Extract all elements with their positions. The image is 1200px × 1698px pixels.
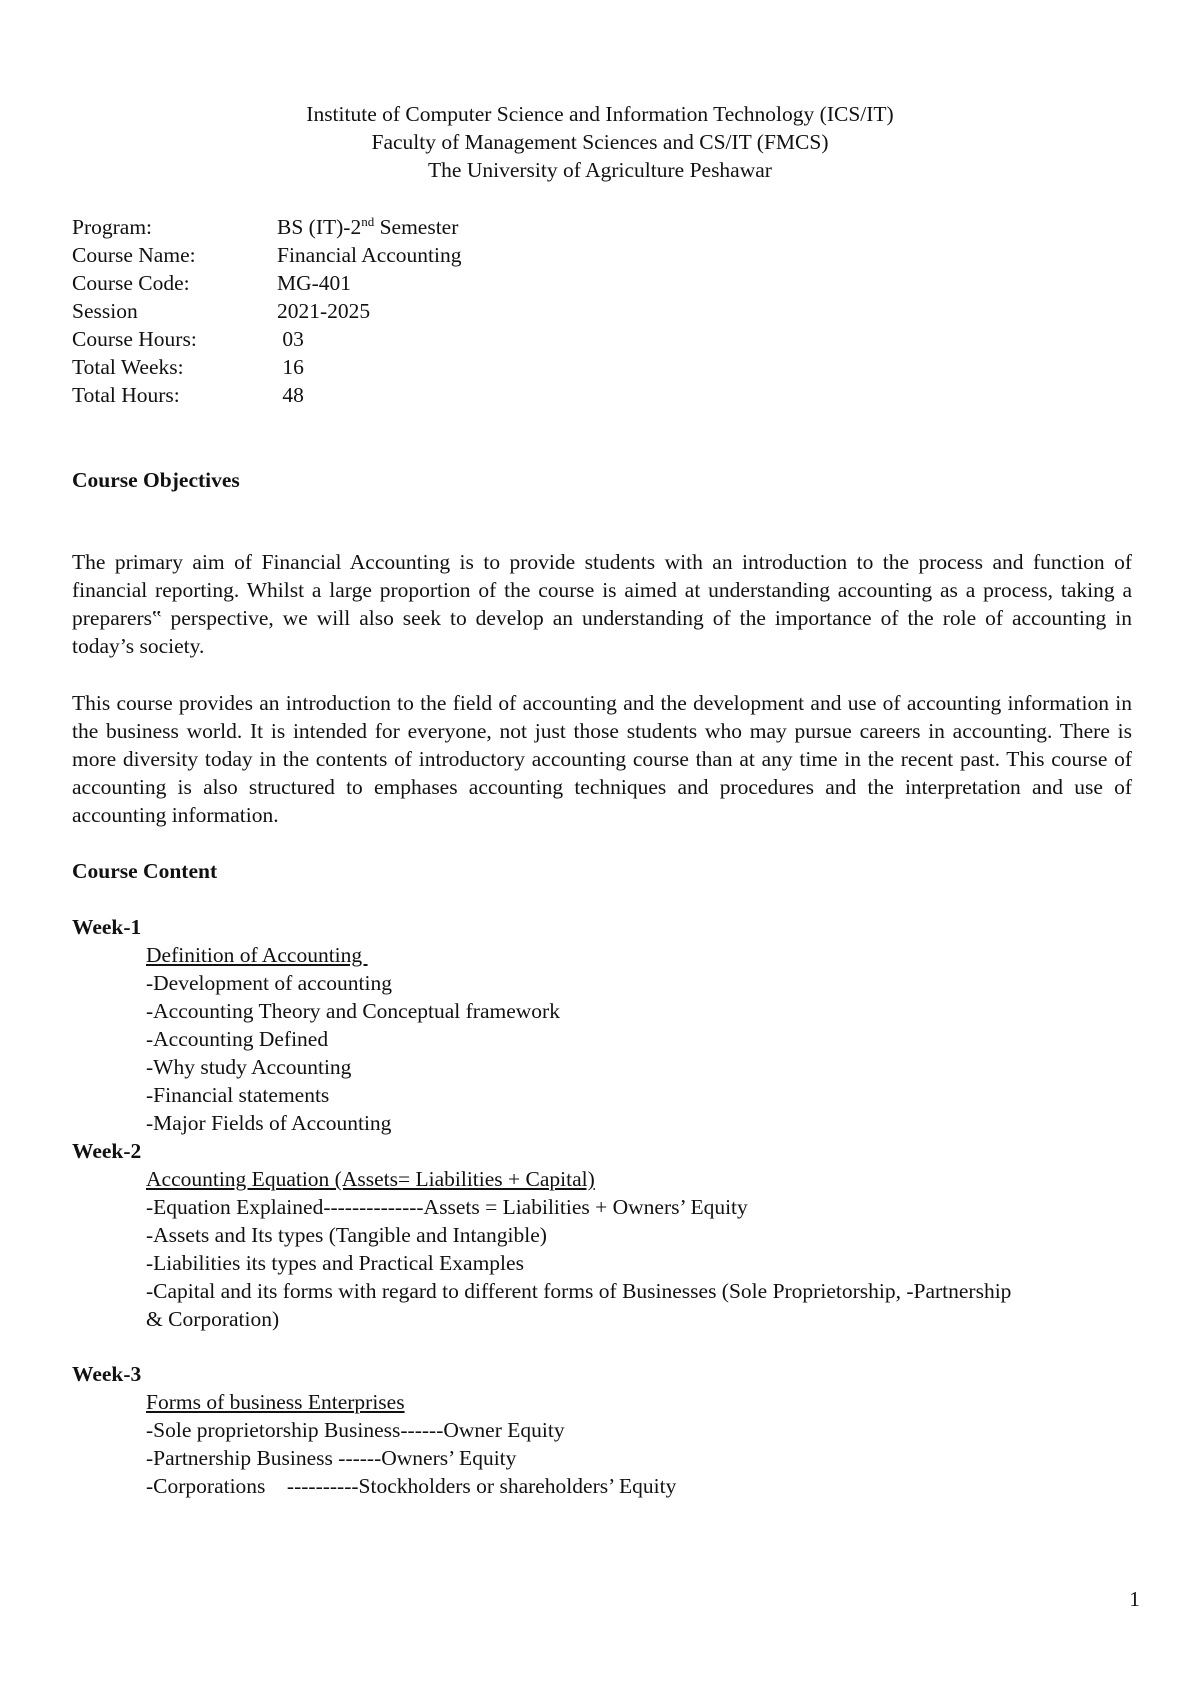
list-item: -Financial statements bbox=[146, 1083, 330, 1107]
list-item: -Corporations ----------Stockholders or shareholders’ Equity bbox=[146, 1474, 677, 1498]
objectives-paragraph-1: The primary aim of Financial Accounting is to provide students with an introduction to the process and function of financial reporting. Whilst a large proportion of the course is aimed at understanding accounting as a process, taking a preparers‟ perspective, we will also seek to develop an understanding of the importance of the role of accounting in today’s society. bbox=[72, 550, 1132, 658]
week-topic-list bbox=[72, 1388, 1132, 1500]
week-topic-list bbox=[72, 1165, 1132, 1333]
course-name-label: Course Name: bbox=[72, 243, 196, 267]
session-label: Session bbox=[72, 299, 138, 323]
objectives-heading: Course Objectives bbox=[72, 468, 240, 492]
course-info bbox=[72, 213, 462, 409]
list-item: -Accounting Defined bbox=[146, 1027, 329, 1051]
week-3-section bbox=[72, 1360, 1132, 1500]
program-label: Program: bbox=[72, 215, 153, 239]
document-header bbox=[0, 100, 1200, 184]
list-item: -Major Fields of Accounting bbox=[146, 1111, 392, 1135]
page-number: 1 bbox=[1129, 1587, 1140, 1611]
list-item: -Development of accounting bbox=[146, 971, 392, 995]
week-topic-title: Accounting Equation (Assets= Liabilities + Capital) bbox=[146, 1167, 595, 1191]
list-item: -Sole proprietorship Business------Owner Equity bbox=[146, 1418, 565, 1442]
list-item: -Assets and Its types (Tangible and Intangible) bbox=[146, 1223, 547, 1247]
list-item: -Capital and its forms with regard to different forms of Businesses (Sole Proprietorship, -Partnership bbox=[146, 1279, 1012, 1303]
list-item: -Equation Explained--------------Assets = Liabilities + Owners’ Equity bbox=[146, 1195, 748, 1219]
course-code-row bbox=[72, 269, 462, 297]
total-weeks-value: 16 bbox=[277, 355, 304, 379]
program-row bbox=[72, 213, 462, 241]
week-topic-title: Definition of Accounting bbox=[146, 943, 368, 967]
program-value: BS (IT)-2nd Semester bbox=[277, 213, 459, 239]
faculty-name: Faculty of Management Sciences and CS/IT (FMCS) bbox=[371, 130, 829, 154]
list-item: -Why study Accounting bbox=[146, 1055, 352, 1079]
university-name: The University of Agriculture Peshawar bbox=[428, 158, 772, 182]
list-item: -Liabilities its types and Practical Examples bbox=[146, 1251, 524, 1275]
total-hours-value: 48 bbox=[277, 383, 304, 407]
course-hours-value: 03 bbox=[277, 327, 304, 351]
objectives-paragraph-2: This course provides an introduction to the field of accounting and the development and use of accounting information in the business world. It is intended for everyone, not just those students who may pursue careers in accounting. There is more diversity today in the contents of introductory accounting course than at any time in the recent past. This course of accounting is also structured to emphases accounting techniques and procedures and the interpretation and use of accounting information. bbox=[72, 691, 1132, 827]
course-content-heading: Course Content bbox=[72, 859, 218, 883]
total-weeks-label: Total Weeks: bbox=[72, 355, 184, 379]
course-hours-label: Course Hours: bbox=[72, 327, 197, 351]
course-code-value: MG-401 bbox=[277, 271, 352, 295]
list-item: -Partnership Business ------Owners’ Equity bbox=[146, 1446, 517, 1470]
course-hours-row bbox=[72, 325, 462, 353]
week-title: Week-1 bbox=[72, 915, 142, 939]
course-code-label: Course Code: bbox=[72, 271, 190, 295]
list-item: -Accounting Theory and Conceptual framework bbox=[146, 999, 560, 1023]
institute-name: Institute of Computer Science and Information Technology (ICS/IT) bbox=[306, 102, 894, 126]
session-value: 2021-2025 bbox=[277, 299, 371, 323]
session-row bbox=[72, 297, 462, 325]
week-1-section bbox=[72, 913, 1132, 1137]
total-hours-label: Total Hours: bbox=[72, 383, 180, 407]
course-name-value: Financial Accounting bbox=[277, 243, 462, 267]
week-2-section bbox=[72, 1137, 1132, 1333]
week-title: Week-2 bbox=[72, 1139, 142, 1163]
week-topic-list bbox=[72, 941, 1132, 1137]
total-weeks-row bbox=[72, 353, 462, 381]
course-name-row bbox=[72, 241, 462, 269]
week-title: Week-3 bbox=[72, 1362, 142, 1386]
list-item: & Corporation) bbox=[146, 1307, 280, 1331]
total-hours-row bbox=[72, 381, 462, 409]
week-topic-title: Forms of business Enterprises bbox=[146, 1390, 405, 1414]
